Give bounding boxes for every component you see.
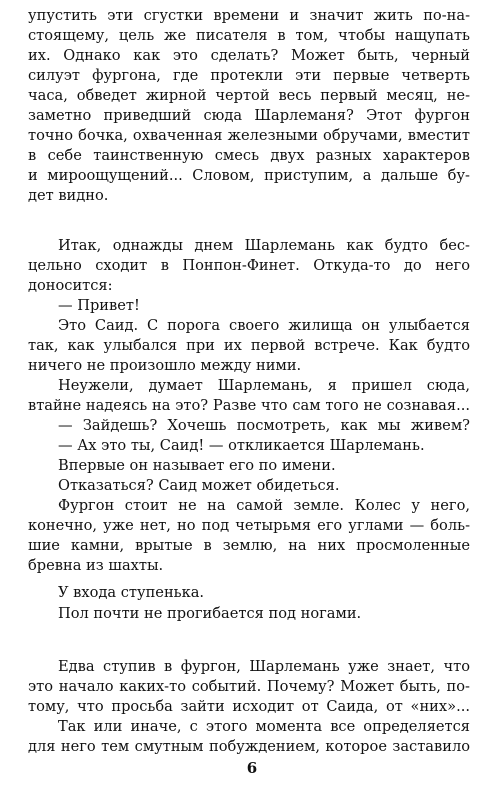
text-line: часа, обведет жирной чертой весь первый месяц, не- [28, 87, 470, 104]
text-line: Впервые он называет его по имени. [58, 457, 336, 474]
text-line: шие камни, врытые в землю, на них просмоленные [28, 537, 470, 554]
text-line: Так или иначе, с этого момента все определяется [58, 718, 470, 735]
text-line: Едва ступив в фургон, Шарлемань уже знает, что [58, 658, 470, 675]
text-line: втайне надеясь на это? Разве что сам того не сознавая... [28, 397, 470, 414]
text-line: это начало каких-то событий. Почему? Может быть, по- [28, 678, 470, 695]
text-line: дет видно. [28, 187, 109, 204]
text-line: цельно сходит в Понпон-Финет. Откуда-то до него [28, 257, 470, 274]
text-line: заметно приведший сюда Шарлеманя? Этот фургон [28, 107, 470, 124]
text-line: для него тем смутным побуждением, которое заставило [28, 738, 470, 755]
text-line: — Привет! [58, 297, 140, 314]
text-line: так, как улыбался при их первой встрече. Как будто [28, 337, 470, 354]
text-line: Фургон стоит не на самой земле. Колес у него, [58, 497, 470, 514]
text-line: Пол почти не прогибается под ногами. [58, 605, 362, 622]
text-line: точно бочка, охваченная железными обручами, вместит [28, 127, 470, 144]
text-line: — Ах это ты, Саид! — откликается Шарлемань. [58, 437, 425, 454]
text-line: Итак, однажды днем Шарлемань как будто бес- [58, 237, 470, 254]
text-line: Отказаться? Саид может обидеться. [58, 477, 340, 494]
text-line: их. Однако как это сделать? Может быть, черный [28, 47, 470, 64]
text-line: силуэт фургона, где протекли эти первые четверть [28, 67, 470, 84]
page-number: 6 [246, 759, 258, 777]
text-line: в себе таинственную смесь двух разных характеров [28, 147, 470, 164]
text-line: стоящему, цель же писателя в том, чтобы нащупать [28, 27, 470, 44]
text-line: ничего не произошло между ними. [28, 357, 302, 374]
text-line: конечно, уже нет, но под четырьмя его углами — боль- [28, 517, 470, 534]
text-line: тому, что просьба зайти исходит от Саида, от «них»... [28, 698, 470, 715]
text-line: и мироощущений... Словом, приступим, а дальше бу- [28, 167, 470, 184]
text-line: Неужели, думает Шарлемань, я пришел сюда, [58, 377, 470, 394]
text-line: У входа ступенька. [58, 584, 205, 601]
text-line: Это Саид. С порога своего жилища он улыбается [58, 317, 470, 334]
text-line: доносится: [28, 277, 113, 294]
text-line: упустить эти сгустки времени и значит жить по-на- [28, 7, 470, 24]
text-line: — Зайдешь? Хочешь посмотреть, как мы живем? [58, 417, 470, 434]
text-line: бревна из шахты. [28, 557, 164, 574]
